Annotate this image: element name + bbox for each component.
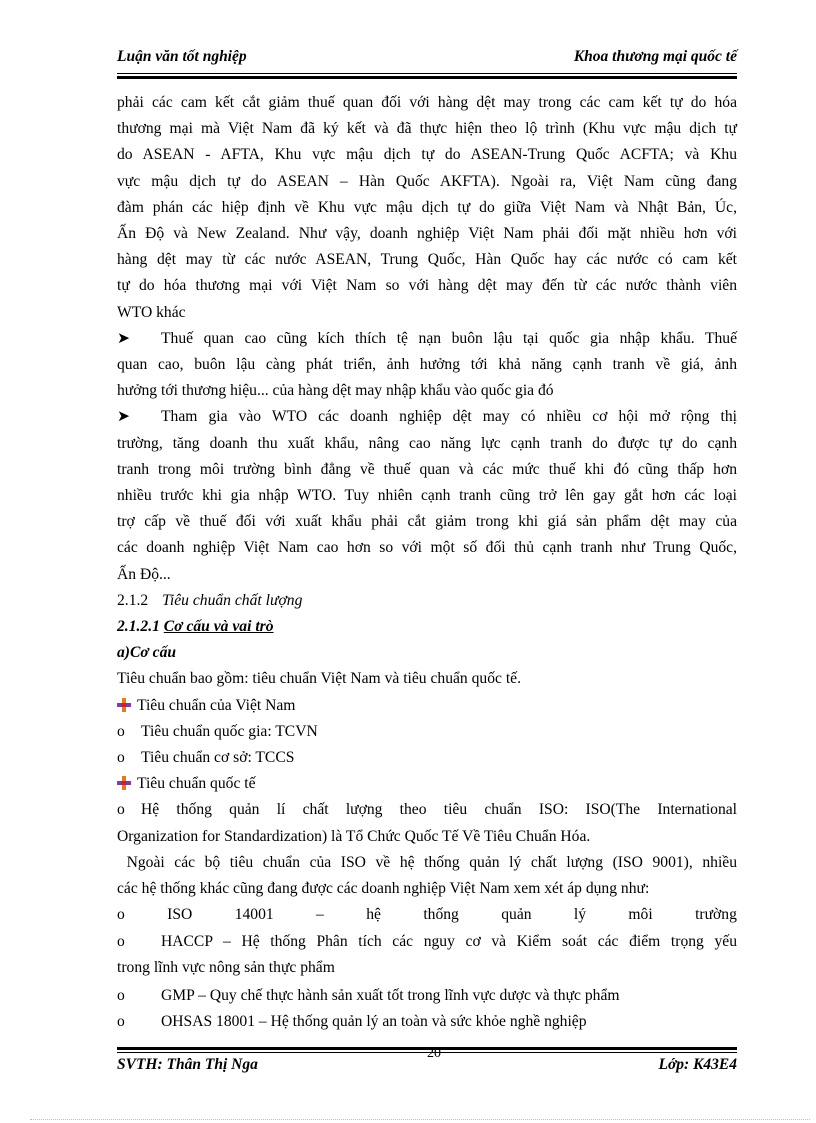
heading-2-1-2 (117, 588, 737, 614)
vn-standard-label: Tiêu chuẩn của Việt Nam (117, 693, 737, 719)
text-line: tranh trong môi trường bình đẳng về thuế quan và các mức thuế khi đó cũng thấp hơn (117, 460, 737, 478)
other-systems-paragraph (117, 850, 737, 902)
list-item-gmp: o GMP – Quy chế thực hành sản xuất tốt trong lĩnh vực dược và thực phẩm (117, 983, 737, 1009)
header-rule-thick (117, 76, 737, 79)
header-faculty: Khoa thương mại quốc tế (573, 48, 737, 65)
heading-number: 2.1.2.1 (117, 618, 160, 636)
text-line: thương mại mà Việt Nam đã ký kết và đã thực hiện theo lộ trình (Khu vực mậu dịch tự (117, 120, 737, 138)
circle-bullet-icon: o (117, 906, 125, 924)
text-line: WTO khác (117, 303, 186, 321)
text-line: các doanh nghiệp Việt Nam cao hơn so với một số đối thủ cạnh tranh như Trung Quốc, (117, 539, 737, 557)
text-line: trợ cấp về thuế đối với xuất khẩu phải cắt giảm trong khi giá sản phẩm dệt may của (117, 513, 737, 531)
text-line: o HACCP – Hệ thống Phân tích các nguy cơ và Kiểm soát các điểm trọng yếu (117, 929, 737, 955)
text-line: Ấn Độ... (117, 565, 171, 583)
intl-standard-label: Tiêu chuẩn quốc tế (117, 771, 737, 797)
text-line: quan cao, buôn lậu càng phát triển, ảnh hưởng tới khả năng cạnh tranh về giá, ảnh (117, 356, 737, 374)
text-line: Ấn Độ và New Zealand. Như vậy, doanh nghiệp Việt Nam phải đối mặt nhiều hơn với (117, 225, 737, 243)
circle-bullet-icon: o (117, 932, 125, 950)
plus-bullet-icon (117, 698, 131, 712)
heading-a-structure: a)Cơ cấu (117, 644, 177, 662)
footer-class-code: Lớp: K43E4 (658, 1056, 737, 1073)
heading-2-1-2-1 (117, 614, 737, 640)
page-header (117, 48, 737, 72)
bullet-wto (117, 404, 737, 587)
text-line: đàm phán các hiệp định về Khu vực mậu dịch tự do giữa Việt Nam và Nhật Bản, Úc, (117, 198, 737, 216)
paragraph-commitments (117, 90, 737, 326)
text-line: hưởng tới thương hiệu... của hàng dệt may nhập khẩu vào quốc gia đó (117, 382, 554, 400)
header-rule-thin (117, 73, 737, 74)
text-line: do ASEAN - AFTA, Khu vực mậu dịch tự do ASEAN-Trung Quốc ACFTA; và Khu (117, 146, 737, 164)
text-line: ➤ Thuế quan cao cũng kích thích tệ nạn buôn lậu tại quốc gia nhập khẩu. Thuế (117, 326, 737, 352)
text-line: Ngoài các bộ tiêu chuẩn của ISO về hệ thống quản lý chất lượng (ISO 9001), nhiều (117, 853, 737, 871)
heading-number: 2.1.2 (117, 591, 149, 609)
arrow-bullet-icon: ➤ (117, 329, 131, 347)
bullet-smuggling (117, 326, 737, 405)
text-line: o Hệ thống quản lí chất lượng theo tiêu chuẩn ISO: ISO(The International (117, 797, 737, 823)
page-body (117, 90, 737, 1035)
text-line: trường, tăng doanh thu xuất khẩu, nâng cao năng lực cạnh tranh do được tự do cạnh (117, 434, 737, 452)
page-footer (117, 1056, 737, 1080)
list-item-haccp (117, 929, 737, 981)
heading-text: Tiêu chuẩn chất lượng (162, 591, 303, 609)
text-line: ➤ Tham gia vào WTO các doanh nghiệp dệt may có nhiều cơ hội mở rộng thị (117, 404, 737, 430)
text-line: nhiều trước khi gia nhập WTO. Tuy nhiên cạnh tranh cũng trở lên gay gắt hơn các loại (117, 487, 737, 505)
list-item-ohsas: o OHSAS 18001 – Hệ thống quản lý an toàn và sức khỏe nghề nghiệp (117, 1009, 737, 1035)
list-item: o Tiêu chuẩn quốc gia: TCVN (117, 719, 737, 745)
list-item-iso14001: o ISO 14001 – hệ thống quản lý môi trường (117, 902, 737, 928)
page-edge-dotted-line (30, 1119, 810, 1120)
list-item: o Tiêu chuẩn cơ sở: TCCS (117, 745, 737, 771)
text-line: tự do hóa thương mại với Việt Nam so với hàng dệt may đến từ các nước thành viên (117, 277, 737, 295)
arrow-bullet-icon: ➤ (117, 408, 131, 426)
text-line: Organization for Standardization) là Tổ Chức Quốc Tế Về Tiêu Chuẩn Hóa. (117, 827, 591, 845)
page-number: 20 (427, 1046, 441, 1061)
intro-line: Tiêu chuẩn bao gồm: tiêu chuẩn Việt Nam và tiêu chuẩn quốc tế. (117, 670, 521, 688)
text-line: các hệ thống khác cũng đang được các doanh nghiệp Việt Nam xem xét áp dụng như: (117, 880, 650, 898)
heading-text: Cơ cấu và vai trò (163, 618, 274, 636)
circle-bullet-icon: o (117, 722, 125, 740)
header-thesis-title: Luận văn tốt nghiệp (117, 48, 247, 65)
circle-bullet-icon: o (117, 986, 125, 1004)
text-line: trong lĩnh vực nông sản thực phẩm (117, 958, 335, 976)
text-line: vực mậu dịch tự do ASEAN – Hàn Quốc AKFTA). Ngoài ra, Việt Nam cũng đang (117, 172, 737, 190)
iso-item (117, 797, 737, 849)
circle-bullet-icon: o (117, 749, 125, 767)
text-line: phải các cam kết cắt giảm thuế quan đối với hàng dệt may trong các cam kết tự do hóa (117, 94, 737, 111)
circle-bullet-icon: o (117, 1013, 125, 1031)
text-line: hàng dệt may từ các nước ASEAN, Trung Quốc, Hàn Quốc hay các nước có cam kết (117, 251, 737, 269)
plus-bullet-icon (117, 776, 131, 790)
footer-student-name: SVTH: Thân Thị Nga (117, 1056, 258, 1073)
circle-bullet-icon: o (117, 801, 125, 819)
